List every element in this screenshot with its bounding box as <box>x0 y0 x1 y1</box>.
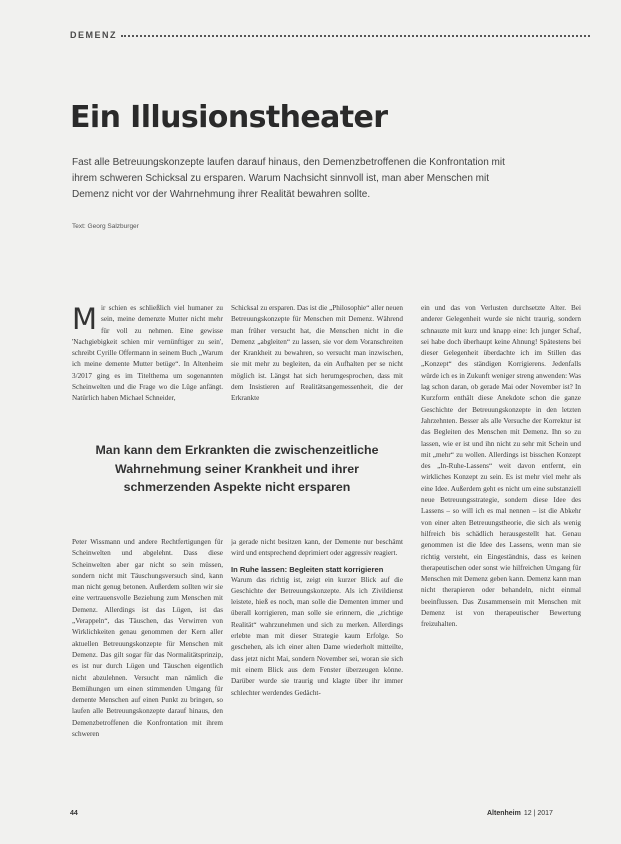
magazine-footer <box>487 810 553 817</box>
article-lead: Fast alle Betreuungskonzepte laufen darauf hinaus, den Demenzbetroffenen die Konfrontation mit ihrem schweren Schicksal zu ersparen. Warum Nachsicht sinnvoll ist, man aber Menschen mit Demenz nicht vor der Wahrnehmung ihrer Realität bewahren sollte. <box>72 157 505 200</box>
article-headline: Ein Illusionstheater <box>70 100 388 135</box>
page-number: 44 <box>70 810 78 817</box>
issue-label: 12 | 2017 <box>523 810 553 817</box>
body-column-1-bottom: Peter Wissmann und andere Rechtfertigungen für Scheinwelten und abgelehnt. Dass diese Scheinwelten aber gar nicht so sein müssen, sondern nicht mit Täuschungsversuch sind, kann man nicht genug betonen. Außerdem sollten wir sie eine vertrauensvolle Beziehung zum Menschen mit Demenz. Allerdings ist das Lügen, ist das „Verappeln“, das Täuschen, das Verwirren von Wirklichkeiten genau genommen der Kern aller aktuellen Betreuungskonzepte für Menschen mit Demenz. Das gilt sogar für das Normalitätsprinzip, es ist nur durch Lügen und Täuschen eigentlich nicht abzulehnen. Versucht man nämlich die Bemühungen um einen stimmenden Umgang für demente Menschen auf einen Punkt zu bringen, so laufen alle Betreuungskonzepte darauf hinaus, den Demenzbetroffenen die Konfrontation mit ihrem schweren <box>72 538 223 739</box>
pull-quote: Man kann dem Erkrankten die zwischenzeitliche Wahrnehmung seiner Krankheit und ihrer schmerzenden Aspekte nicht ersparen <box>95 443 379 494</box>
body-text: ir schien es schließlich viel humaner zu sein, meine demenzte Mutter nicht mehr für voll zu nehmen. Eine gewisse 'Nachgiebigkeit schien mir vernünftiger zu sein', schreibt Cyrille Offermann in seinem Buch „Warum ich meine demente Mutter betüge“. In Altenheim 3/2017 ging es im Titelthema um sogenannten Scheinwelten und die Frage wo die Lüge anfängt. Natürlich haben Michael Schneider, <box>72 304 223 403</box>
dotted-rule <box>121 32 590 37</box>
body-column-1-top <box>72 303 223 431</box>
article-byline: Text: Georg Salzburger <box>72 223 139 230</box>
subheading: In Ruhe lassen: Begleiten statt korrigieren <box>231 564 384 574</box>
body-column-2-top: Schicksal zu ersparen. Das ist die „Philosophie“ aller neuen Betreuungskonzepte für Menschen mit Demenz. Während man früher versucht hat, die Menschen nicht in die Demenz „abgleiten“ zu lassen, sie vor dem Voranschreiten der Krankheit zu bewahren, so versucht man inzwischen, sie mit mehr zu begleiten, da ein Aufhalten per se nicht möglich ist. Längst hat sich herumgesprochen, dass mit dem Insistieren auf Realitätsangemessenheit, die der Erkrankte <box>231 304 403 403</box>
drop-cap: M <box>72 303 98 336</box>
body-text: Warum das richtig ist, zeigt ein kurzer Blick auf die Geschichte der Betreuungskonzepte. Als ich Zivildienst leistete, hieß es noch, man solle die Dementen immer und überall korrigieren, man solle sie erinnern, die „richtige Realität“ wahrzunehmen und sich zu merken. Allerdings erlebte man mit dieser Strategie kaum Erfolge. So geschehen, als ich einer alten Dame wiederholt mitteilte, dass jetzt nicht Mai, sondern November sei, woran sie sich mit einem Blick aus dem Fenster überzeugen könne. Darüber wurde sie traurig und klagte über ihr immer schlechter werdendes Gedächt- <box>231 575 403 697</box>
magazine-name: Altenheim <box>487 810 521 817</box>
body-column-2-bottom <box>231 537 403 815</box>
section-label: DEMENZ <box>70 30 117 40</box>
section-header <box>70 28 590 42</box>
body-text: ja gerade nicht besitzen kann, der Demente nur beschämt wird und entsprechend deprimiert oder aggressiv reagiert. <box>231 538 403 558</box>
body-column-3: ein und das von Verlusten durchsetzte Alter. Bei anderer Gelegenheit wurde sie nicht traurig, sondern schnauzte mit kurz und knapp eine: Ich junger Schaf, sei habe doch überhaupt keine Ahnung! Spätestens bei dieser Gelegenheit überdachte ich im Stillen das „Konzept“ des ständigen Korrigierens. Jedenfalls würde ich es in Zukunft weniger streng anwenden: Was lag schon daran, ob gerade Mai oder November ist? In Kurzform enthält diese Anekdote schon die ganze Geschichte der Betreuungskonzepte in den letzten Jahrzehnten. Besser als alle Versuche der Korrektur ist das Begleiten des Menschen mit Demenz. Ihn so zu lassen, wie er ist und ihn nicht zu sehr mit Schein und mit „mehr“ zu wollen. Allerdings ist bisschen Konzept des „In-Ruhe-Lassens“ weit davon entfernt, ein wirkliches Konzept zu sein. Es ist mehr viel mehr als eine Idee. Außerdem geht es nicht um eine substanziell neue Betreuungsstrategie, sondern diese Idee des Lassens – so will ich es mal nennen – ist die Abkehr von einer alten Betreuungstheorie, die sich als wenig hilfreich bis schädlich herausgestellt hat. Genau genommen ist die Idee des Lassens, wenn man sie richtig versteht, ein Eingeständnis, dass es keinen therapeutischen oder sonst wie hilfreichen Umgang für Menschen mit Demenz geben kann. Demenz kann man nicht therapieren oder behandeln, nicht einmal beeinflussen. Das Zusammensein mit Menschen mit Demenz ist von therapeutischer Bewertung freizuhalten. <box>421 304 581 629</box>
